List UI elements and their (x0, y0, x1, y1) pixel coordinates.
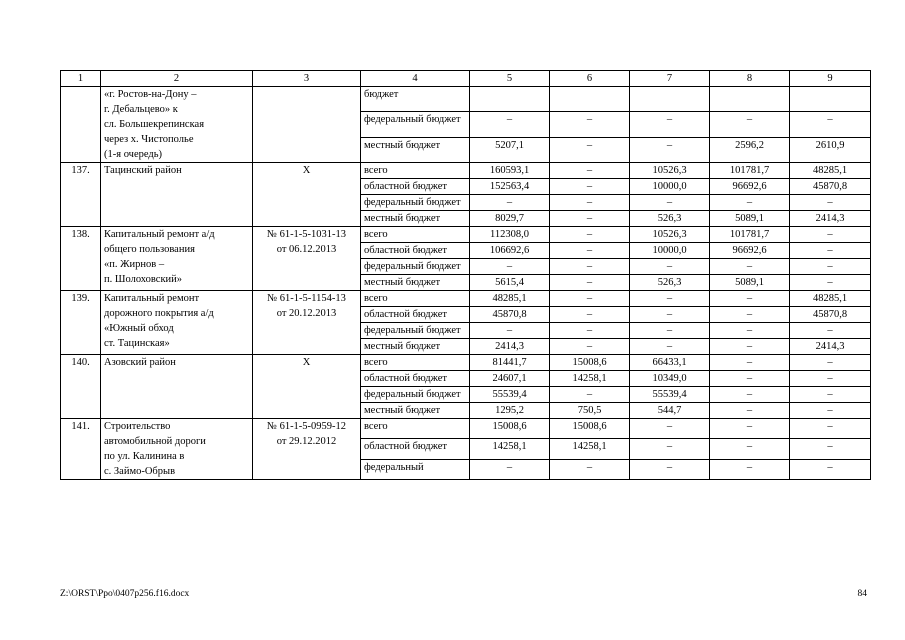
amount-cell: – (550, 195, 630, 211)
funding-source-cell: местный бюджет (361, 211, 470, 227)
document-cell-line: X (302, 357, 311, 368)
amount-cell: 152563,4 (470, 179, 550, 195)
amount-cell: – (710, 439, 790, 459)
amount-cell: 544,7 (630, 403, 710, 419)
document-cell (253, 291, 361, 355)
amount-cell: 526,3 (630, 275, 710, 291)
object-name-cell-line: Капитальный ремонт а/д (104, 229, 215, 240)
amount-cell: 55539,4 (470, 387, 550, 403)
table-row (61, 291, 871, 307)
continued-row (61, 87, 871, 112)
header-row (61, 71, 871, 87)
amount-cell: 101781,7 (710, 227, 790, 243)
funding-source-cell: всего (361, 163, 470, 179)
amount-cell: – (790, 439, 871, 459)
amount-cell: – (550, 112, 630, 137)
amount-cell: 96692,6 (710, 179, 790, 195)
funding-source-cell: федеральный бюджет (361, 112, 470, 137)
amount-cell: – (790, 419, 871, 439)
document-cell (253, 163, 361, 227)
amount-cell: – (630, 307, 710, 323)
object-name-cell (101, 291, 253, 355)
column-number-header: 6 (550, 71, 630, 87)
amount-cell: – (630, 439, 710, 459)
row-number-cell: 141. (61, 419, 101, 480)
amount-cell: 2596,2 (710, 137, 790, 162)
amount-cell: – (550, 243, 630, 259)
funding-source-cell: федеральный бюджет (361, 195, 470, 211)
column-number-header: 3 (253, 71, 361, 87)
object-name-cell-line: (1-я очередь) (104, 149, 163, 160)
amount-cell (710, 87, 790, 112)
amount-cell: – (790, 355, 871, 371)
amount-cell: – (550, 323, 630, 339)
object-name-cell (101, 163, 253, 227)
amount-cell: – (710, 323, 790, 339)
row-number-cell: 137. (61, 163, 101, 227)
object-name-cell-line: «п. Жирнов – (104, 259, 165, 270)
amount-cell: – (550, 137, 630, 162)
budget-table (60, 70, 871, 480)
amount-cell: – (550, 459, 630, 479)
amount-cell: – (630, 112, 710, 137)
amount-cell: 45870,8 (790, 179, 871, 195)
amount-cell: – (710, 387, 790, 403)
amount-cell: – (790, 323, 871, 339)
object-name-cell-line: сл. Большекрепинская (104, 119, 205, 130)
amount-cell: 48285,1 (790, 291, 871, 307)
funding-source-cell: областной бюджет (361, 307, 470, 323)
amount-cell: 750,5 (550, 403, 630, 419)
object-name-cell-line: г. Дебальцево» к (104, 104, 178, 115)
amount-cell: – (790, 243, 871, 259)
amount-cell: 55539,4 (630, 387, 710, 403)
amount-cell: 45870,8 (790, 307, 871, 323)
amount-cell: 10526,3 (630, 227, 710, 243)
document-cell-line: от 29.12.2012 (276, 436, 337, 447)
object-name-cell-line: с. Займо-Обрыв (104, 466, 176, 477)
amount-cell: 10000,0 (630, 179, 710, 195)
amount-cell: – (790, 112, 871, 137)
funding-source-cell: местный бюджет (361, 339, 470, 355)
amount-cell: – (630, 195, 710, 211)
amount-cell: – (630, 259, 710, 275)
amount-cell: – (710, 307, 790, 323)
amount-cell: – (710, 419, 790, 439)
document-cell-line: от 20.12.2013 (276, 308, 337, 319)
column-number-header: 2 (101, 71, 253, 87)
amount-cell: 66433,1 (630, 355, 710, 371)
amount-cell: 48285,1 (470, 291, 550, 307)
object-name-cell-line: Строительство (104, 421, 171, 432)
amount-cell: 1295,2 (470, 403, 550, 419)
amount-cell: 14258,1 (550, 439, 630, 459)
amount-cell: – (550, 259, 630, 275)
amount-cell: – (630, 291, 710, 307)
column-number-header: 7 (630, 71, 710, 87)
amount-cell: – (470, 259, 550, 275)
object-name-cell (101, 419, 253, 480)
amount-cell: – (630, 137, 710, 162)
amount-cell: – (550, 307, 630, 323)
object-name-cell (101, 87, 253, 163)
amount-cell: – (710, 195, 790, 211)
amount-cell: 2414,3 (790, 211, 871, 227)
amount-cell: – (790, 227, 871, 243)
funding-source-cell: федеральный бюджет (361, 323, 470, 339)
column-number-header: 4 (361, 71, 470, 87)
funding-source-cell: областной бюджет (361, 243, 470, 259)
object-name-cell-line: п. Шолоховский» (104, 274, 183, 285)
amount-cell: – (710, 339, 790, 355)
amount-cell: 2610,9 (790, 137, 871, 162)
object-name-cell-line: «г. Ростов-на-Дону – (104, 89, 197, 100)
amount-cell: 14258,1 (550, 371, 630, 387)
amount-cell (630, 87, 710, 112)
amount-cell: – (710, 112, 790, 137)
amount-cell: – (790, 371, 871, 387)
funding-source-cell: федеральный бюджет (361, 387, 470, 403)
amount-cell (550, 87, 630, 112)
funding-source-cell: всего (361, 227, 470, 243)
document-cell-line: № 61-1-5-0959-12 (266, 421, 347, 432)
amount-cell: 5615,4 (470, 275, 550, 291)
object-name-cell-line: дорожного покрытия а/д (104, 308, 214, 319)
funding-source-cell: местный бюджет (361, 137, 470, 162)
funding-source-cell: всего (361, 419, 470, 439)
object-name-cell-line: «Южный обход (104, 323, 174, 334)
object-name-cell (101, 227, 253, 291)
document-cell-line: № 61-1-5-1031-13 (266, 229, 347, 240)
amount-cell: 15008,6 (470, 419, 550, 439)
amount-cell: – (630, 419, 710, 439)
amount-cell: – (550, 291, 630, 307)
funding-source-cell: местный бюджет (361, 275, 470, 291)
amount-cell: – (470, 323, 550, 339)
funding-source-cell: областной бюджет (361, 179, 470, 195)
funding-source-cell: федеральный бюджет (361, 259, 470, 275)
amount-cell: – (550, 387, 630, 403)
amount-cell: – (790, 259, 871, 275)
amount-cell: – (710, 403, 790, 419)
amount-cell: – (710, 371, 790, 387)
amount-cell: – (790, 403, 871, 419)
row-number-cell: 138. (61, 227, 101, 291)
amount-cell: 15008,6 (550, 419, 630, 439)
amount-cell: – (550, 339, 630, 355)
document-cell (253, 227, 361, 291)
column-number-header: 9 (790, 71, 871, 87)
amount-cell: 2414,3 (790, 339, 871, 355)
amount-cell: – (550, 275, 630, 291)
funding-source-cell: областной бюджет (361, 371, 470, 387)
amount-cell: 10349,0 (630, 371, 710, 387)
amount-cell: – (550, 211, 630, 227)
amount-cell: – (550, 163, 630, 179)
amount-cell: – (710, 459, 790, 479)
amount-cell (470, 87, 550, 112)
document-cell (253, 87, 361, 163)
amount-cell: 5207,1 (470, 137, 550, 162)
object-name-cell-line: Азовский район (104, 357, 176, 368)
amount-cell: – (470, 112, 550, 137)
amount-cell: 106692,6 (470, 243, 550, 259)
funding-source-cell: федеральный (361, 459, 470, 479)
amount-cell: – (470, 195, 550, 211)
amount-cell: – (470, 459, 550, 479)
funding-source-cell: всего (361, 291, 470, 307)
object-name-cell (101, 355, 253, 419)
row-number-cell: 140. (61, 355, 101, 419)
amount-cell: 81441,7 (470, 355, 550, 371)
amount-cell: 101781,7 (710, 163, 790, 179)
object-name-cell-line: ст. Тацинская» (104, 338, 170, 349)
amount-cell: – (630, 339, 710, 355)
amount-cell: 5089,1 (710, 275, 790, 291)
object-name-cell-line: Капитальный ремонт (104, 293, 200, 304)
column-number-header: 1 (61, 71, 101, 87)
funding-source-cell: всего (361, 355, 470, 371)
amount-cell: – (710, 259, 790, 275)
document-cell-line: № 61-1-5-1154-13 (267, 293, 346, 304)
document-cell (253, 419, 361, 480)
amount-cell: 160593,1 (470, 163, 550, 179)
row-number-cell (61, 87, 101, 163)
amount-cell: – (630, 459, 710, 479)
amount-cell: 5089,1 (710, 211, 790, 227)
table-row (61, 419, 871, 439)
amount-cell: 24607,1 (470, 371, 550, 387)
amount-cell: – (790, 275, 871, 291)
object-name-cell-line: общего пользования (104, 244, 195, 255)
column-number-header: 5 (470, 71, 550, 87)
amount-cell: 96692,6 (710, 243, 790, 259)
amount-cell: 14258,1 (470, 439, 550, 459)
amount-cell: 15008,6 (550, 355, 630, 371)
column-number-header: 8 (710, 71, 790, 87)
footer-file-path: Z:\ORST\Ppo\0407p256.f16.docx (60, 589, 190, 599)
amount-cell: – (710, 291, 790, 307)
funding-source-cell: областной бюджет (361, 439, 470, 459)
amount-cell: – (630, 323, 710, 339)
footer-page-number: 84 (857, 589, 867, 599)
amount-cell: – (710, 355, 790, 371)
object-name-cell-line: Тацинский район (104, 165, 182, 176)
amount-cell: 45870,8 (470, 307, 550, 323)
amount-cell: – (790, 459, 871, 479)
amount-cell: 48285,1 (790, 163, 871, 179)
document-cell (253, 355, 361, 419)
amount-cell: – (550, 227, 630, 243)
amount-cell: 10526,3 (630, 163, 710, 179)
funding-source-cell: местный бюджет (361, 403, 470, 419)
table-row (61, 355, 871, 371)
table-row (61, 227, 871, 243)
funding-source-cell: бюджет (361, 87, 470, 112)
amount-cell: 10000,0 (630, 243, 710, 259)
amount-cell: – (550, 179, 630, 195)
amount-cell: 2414,3 (470, 339, 550, 355)
amount-cell: 112308,0 (470, 227, 550, 243)
row-number-cell: 139. (61, 291, 101, 355)
object-name-cell-line: автомобильной дороги (104, 436, 206, 447)
amount-cell: – (790, 387, 871, 403)
document-cell-line: от 06.12.2013 (276, 244, 337, 255)
amount-cell: 8029,7 (470, 211, 550, 227)
document-cell-line: X (302, 165, 311, 176)
amount-cell (790, 87, 871, 112)
amount-cell: – (790, 195, 871, 211)
object-name-cell-line: через х. Чистополье (104, 134, 194, 145)
amount-cell: 526,3 (630, 211, 710, 227)
object-name-cell-line: по ул. Калинина в (104, 451, 185, 462)
table-row (61, 163, 871, 179)
